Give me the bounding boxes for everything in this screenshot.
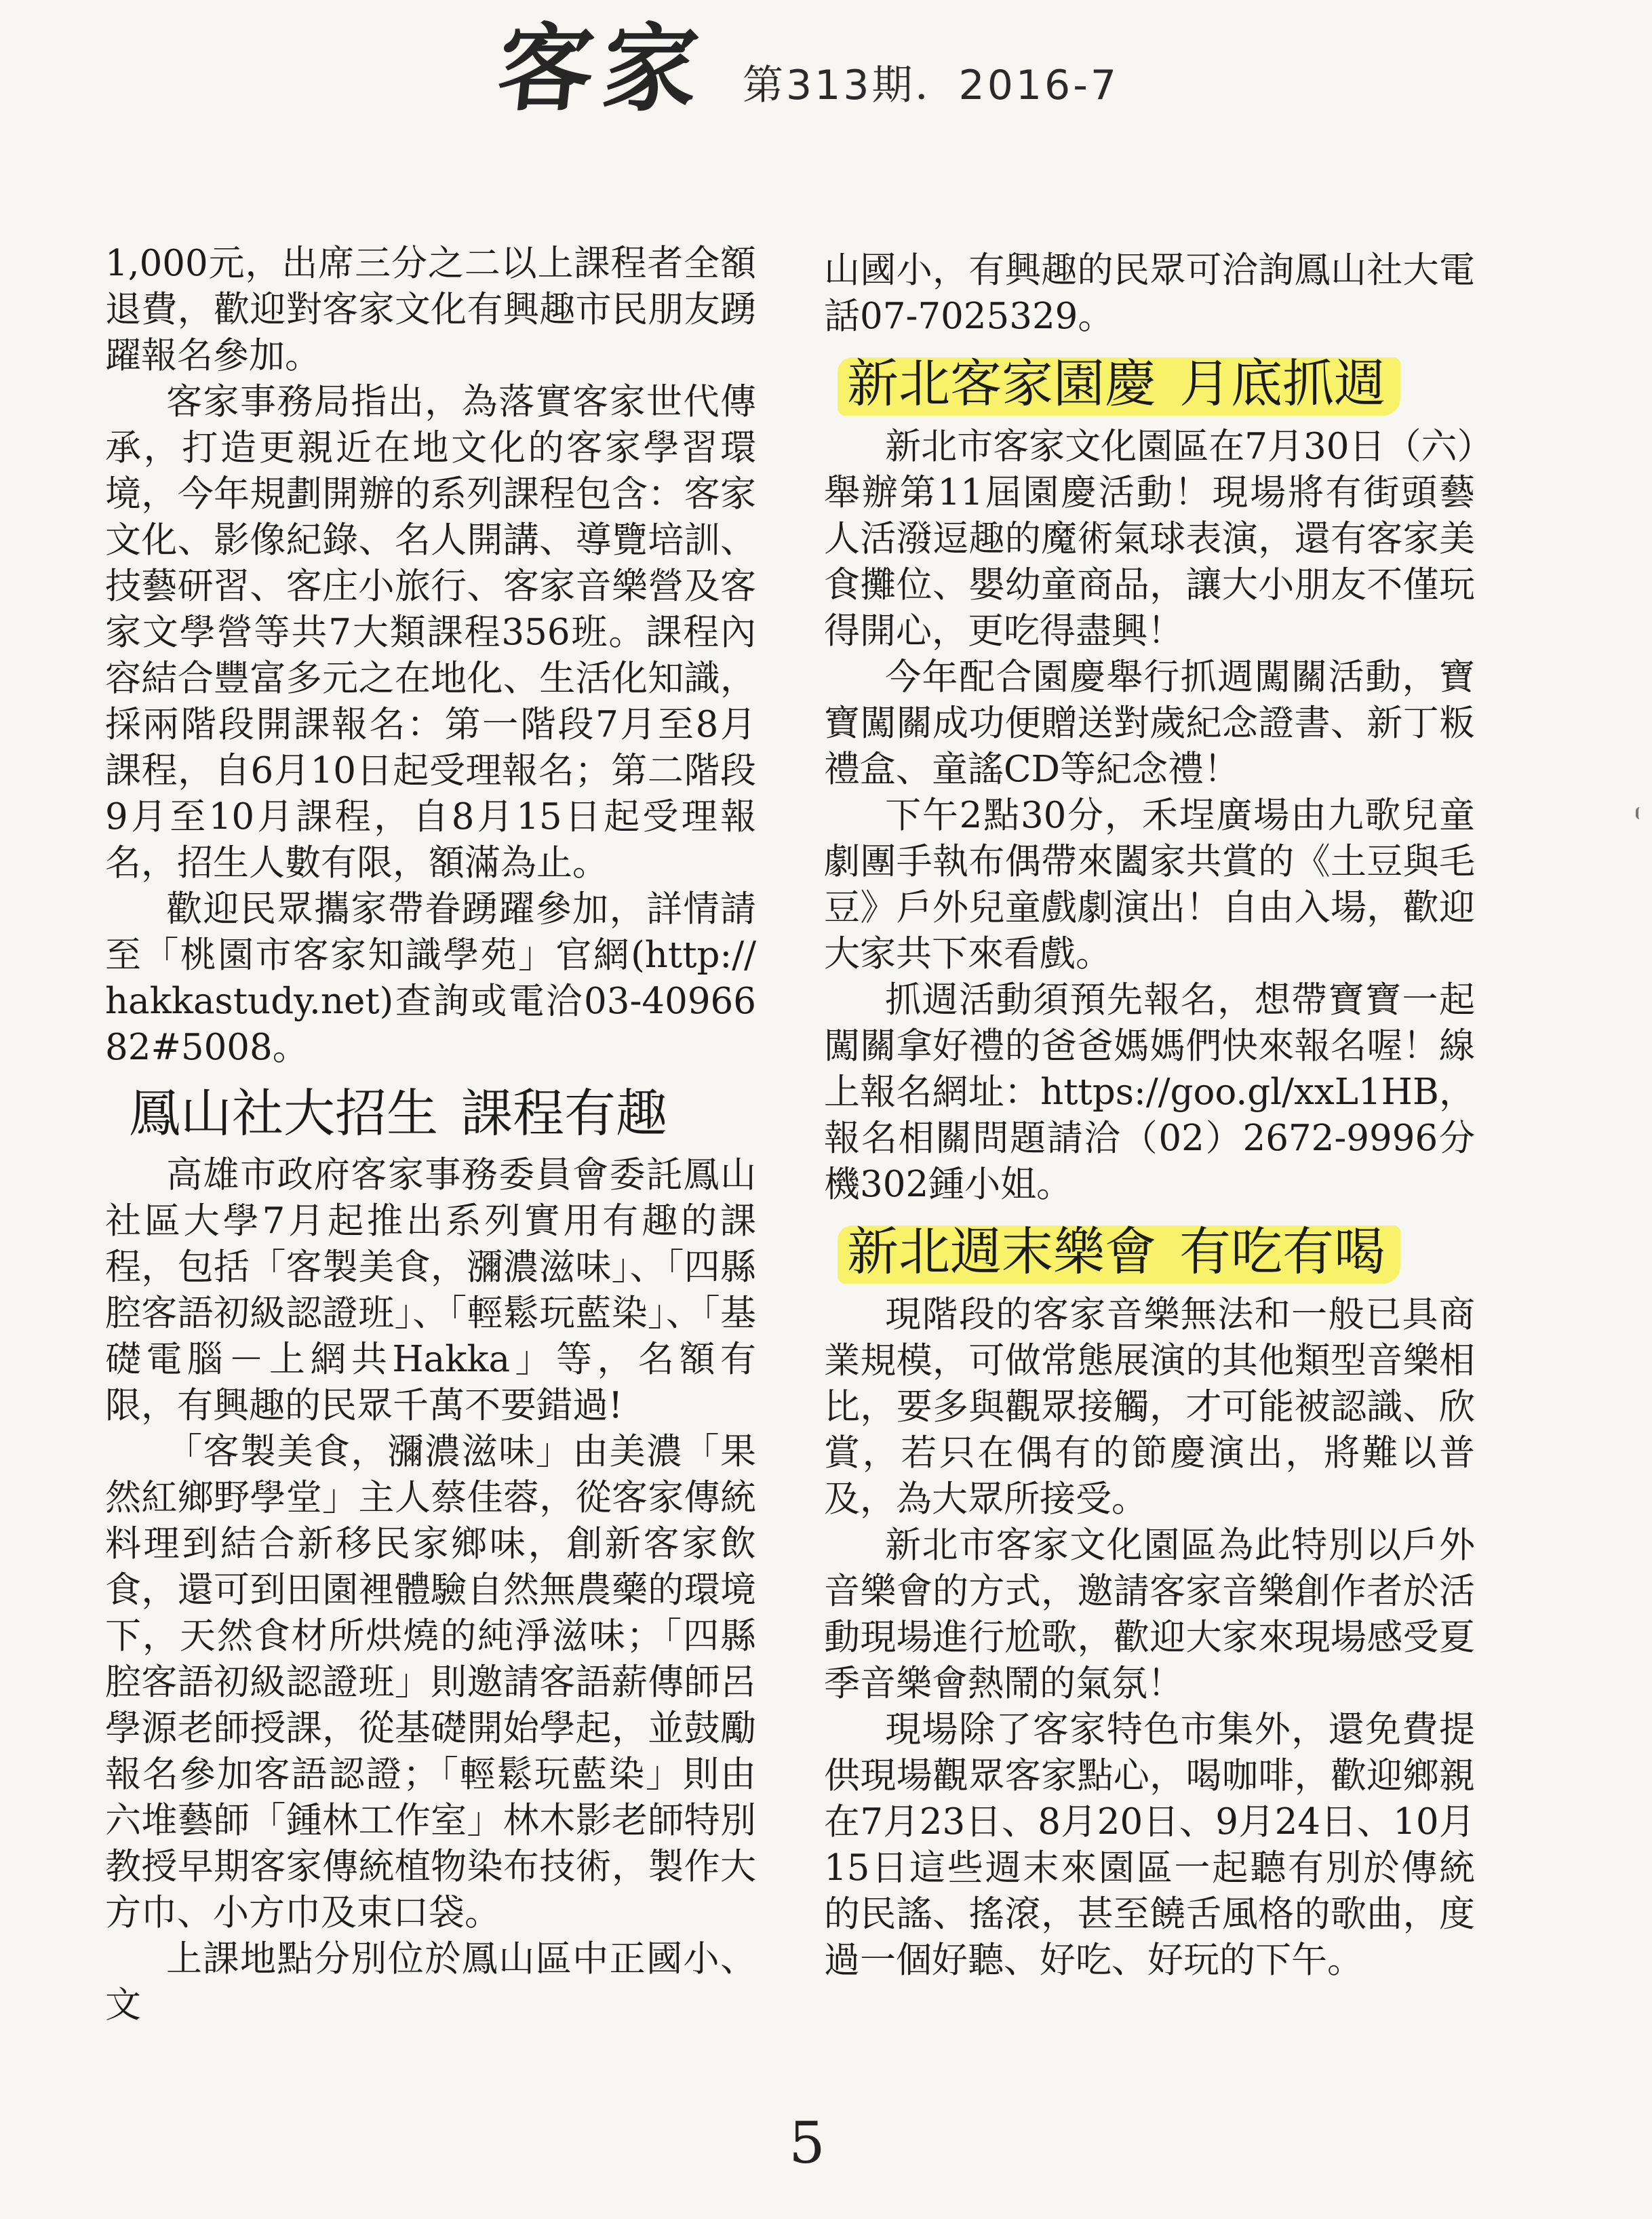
article-paragraph: 上課地點分別位於鳳山區中正國小、文 [105,1938,756,2026]
headline-part: 月底抓週 [1179,353,1385,414]
headline-part: 有吃有喝 [1179,1221,1385,1282]
headline-part: 課程有趣 [461,1083,667,1143]
article-paragraph: 1,000元，出席三分之二以上課程者全額退費，歡迎對客家文化有興趣市民朋友踴躍報名參加。 [105,243,756,376]
scan-edge-mark [1636,807,1645,819]
headline-part: 新北週末樂會 [847,1221,1156,1282]
article-paragraph: 今年配合園慶舉行抓週闖關活動，寶寶闖關成功便贈送對歲紀念證書、新丁粄禮盒、童謠CD等紀念禮！ [824,656,1475,790]
article-paragraph: 抓週活動須預先報名，想帶寶寶一起闖關拿好禮的爸爸媽媽們快來報名喔！線上報名網址：https://goo.gl/xxL1HB，報名相關問題請洽（02）2672-9996分機302鍾小姐。 [824,979,1475,1205]
article-paragraph: 「客製美食，瀰濃滋味」由美濃「果然紅鄉野學堂」主人蔡佳蓉，從客家傳統料理到結合新移民家鄉味，創新客家飲食，還可到田園裡體驗自然無農藥的環境下，天然食材所烘燒的純淨滋味；「四縣腔客語初級認證班」則邀請客語薪傳師呂學源老師授課，從基礎開始學起，並鼓勵報名參加客語認證；「輕鬆玩藍染」則由六堆藝師「鍾林工作室」林木影老師特別教授早期客家傳統植物染布技術，製作大方巾、小方巾及束口袋。 [105,1431,756,1933]
article-paragraph: 山國小，有興趣的民眾可洽詢鳳山社大電話07-7025329。 [824,250,1475,337]
left-column [105,241,756,2028]
right-column [824,248,1475,1984]
article-paragraph: 歡迎民眾攜家帶眷踴躍參加，詳情請至「桃園市客家知識學苑」官網(http://hakkastudy.net)查詢或電洽03-4096682#5008。 [105,888,756,1068]
page-number: 5 [789,2110,825,2176]
article-paragraph: 現場除了客家特色市集外，還免費提供現場觀眾客家點心，喝咖啡，歡迎鄉親在7月23日、8月20日、9月24日、10月15日這些週末來園區一起聽有別於傳統的民謠、搖滾，甚至饒舌風格的歌曲，度過一個好聽、好吃、好玩的下午。 [824,1709,1475,1981]
article-paragraph: 現階段的客家音樂無法和一般已具商業規模，可做常態展演的其他類型音樂相比，要多與觀眾接觸，才可能被認識、欣賞，若只在偶有的節慶演出，將難以普及，為大眾所接受。 [824,1294,1475,1520]
article-paragraph: 下午2點30分，禾埕廣場由九歌兒童劇團手執布偶帶來闔家共賞的《土豆與毛豆》戶外兒童戲劇演出！自由入場，歡迎大家共下來看戲。 [824,795,1475,975]
publication-logo: 客家 [492,14,713,125]
headline-part: 新北客家園慶 [847,353,1156,414]
headline-part: 鳳山社大招生 [129,1083,438,1143]
headline-xinbei-weekend-concert [838,1215,1395,1289]
headline-xinbei-anniversary [838,347,1395,421]
article-paragraph: 新北市客家文化園區為此特別以戶外音樂會的方式，邀請客家音樂創作者於活動現場進行尬歌，歡迎大家來現場感受夏季音樂會熱鬧的氣氛！ [824,1525,1475,1704]
article-paragraph: 新北市客家文化園區在7月30日（六）舉辦第11屆園慶活動！現場將有街頭藝人活潑逗趣的魔術氣球表演，還有客家美食攤位、嬰幼童商品，讓大小朋友不僅玩得開心，更吃得盡興！ [824,426,1475,652]
article-paragraph: 高雄市政府客家事務委員會委託鳳山社區大學7月起推出系列實用有趣的課程，包括「客製美食，瀰濃滋味」、「四縣腔客語初級認證班」、「輕鬆玩藍染」、「基礎電腦－上網共Hakka」等，名額有限，有興趣的民眾千萬不要錯過! [105,1154,756,1426]
headline-fengshan [129,1076,756,1151]
issue-info: 第313期．2016-7 [743,62,1120,109]
masthead [492,14,1177,125]
article-paragraph: 客家事務局指出，為落實客家世代傳承，打造更親近在地文化的客家學習環境，今年規劃開辦的系列課程包含：客家文化、影像紀錄、名人開講、導覽培訓、技藝研習、客庄小旅行、客家音樂營及客家文學營等共7大類課程356班。課程內容結合豐富多元之在地化、生活化知識，採兩階段開課報名：第一階段7月至8月課程，自6月10日起受理報名；第二階段9月至10月課程，自8月15日起受理報名，招生人數有限，額滿為止。 [105,381,756,884]
